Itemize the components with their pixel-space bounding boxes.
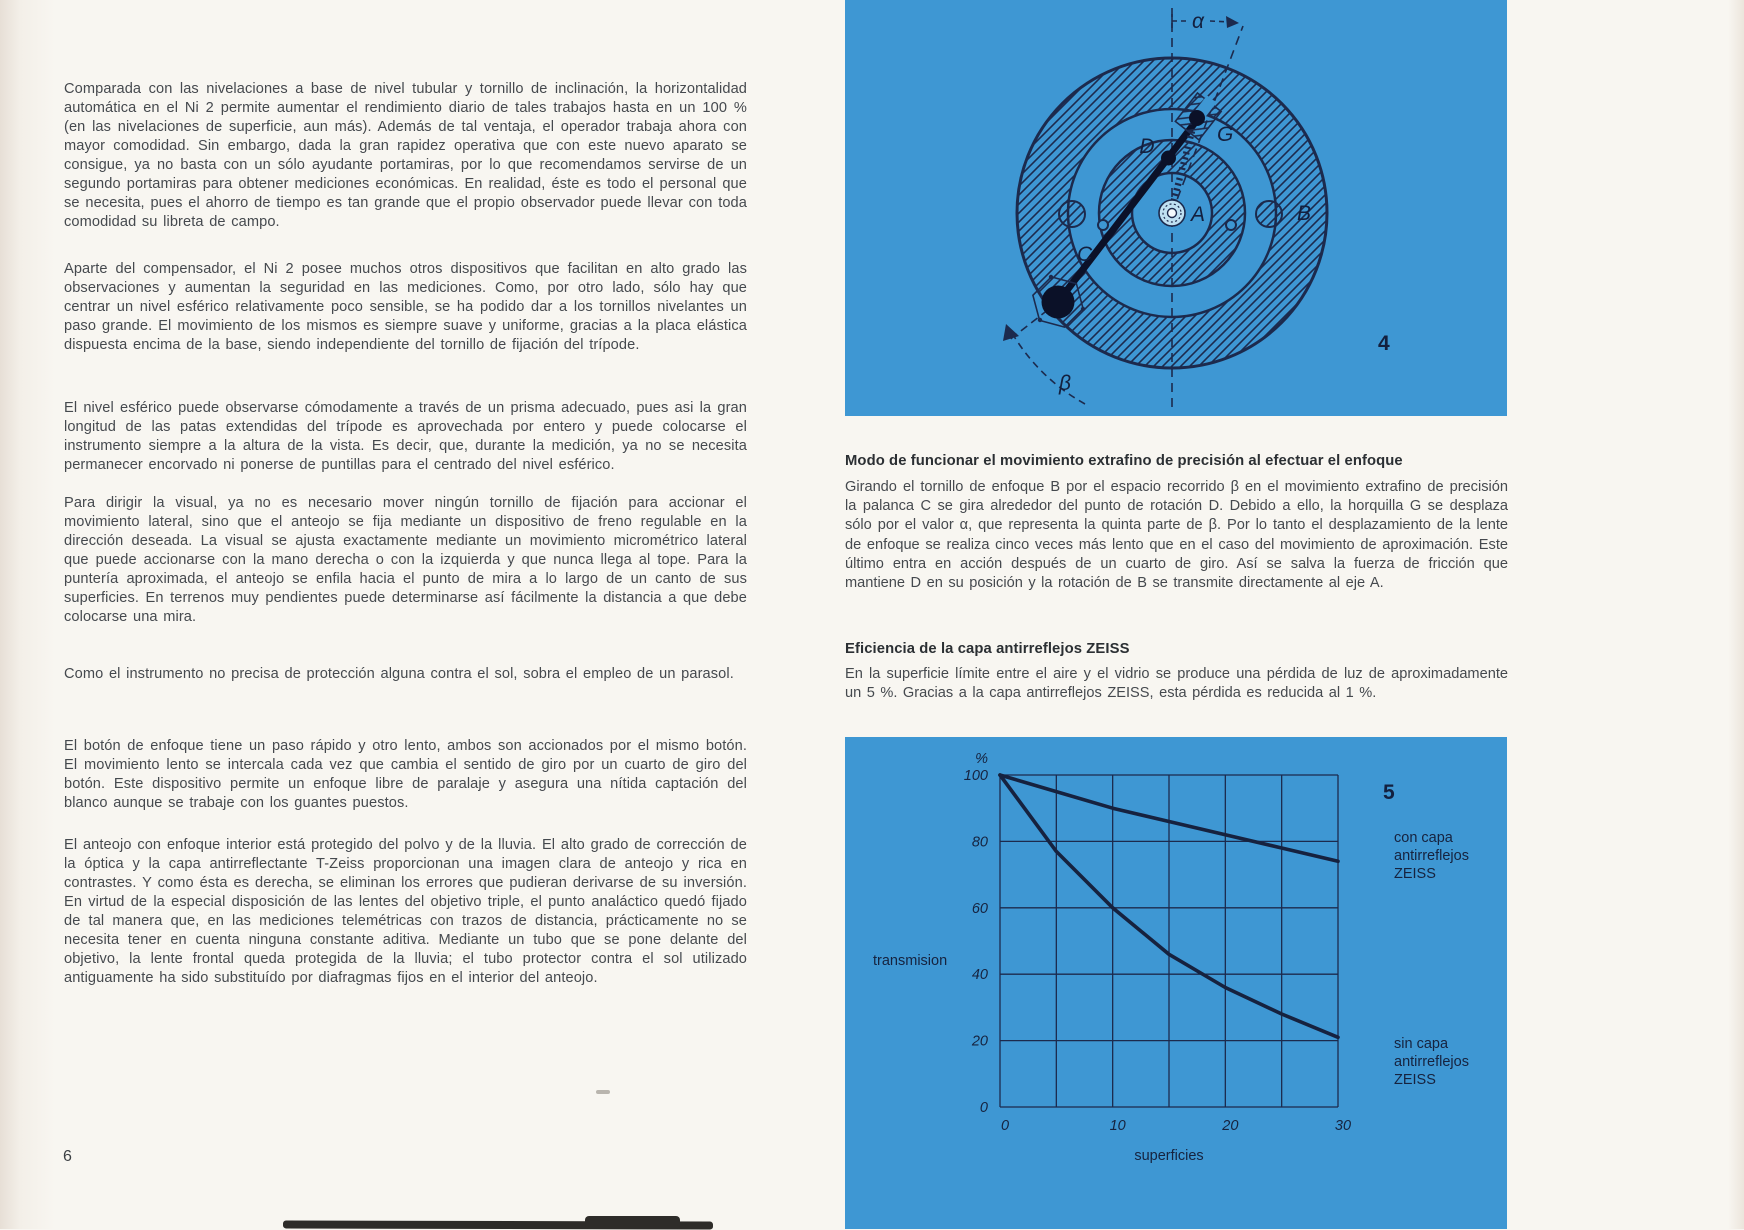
transmission-chart <box>845 737 1507 1229</box>
figure5-panel <box>845 737 1507 1229</box>
alpha-arrowhead <box>1226 16 1239 28</box>
y-tick: 0 <box>979 1100 988 1116</box>
paragraph: El botón de enfoque tiene un paso rápido y otro lento, ambos son accionados por el mismo botón. El movimiento lento se intercala cada vez que cambia el sentido de giro por un cuarto de giro del botón. Este dispositivo permite un enfoque libre de paralaje y asegura una nítida captación del blanco aunque se trabaje con los guantes puestos. <box>64 738 747 811</box>
hub-center <box>1168 209 1177 218</box>
small-hole-left <box>1098 220 1108 230</box>
label-C: C <box>1077 243 1093 266</box>
x-tick: 10 <box>1109 1118 1126 1134</box>
label-D: D <box>1139 135 1155 158</box>
x-tick: 0 <box>1000 1118 1010 1134</box>
legend-line: antirreflejos ZEISS <box>1394 1054 1469 1088</box>
mechanism-diagram <box>845 0 1507 416</box>
hex-dot <box>1049 275 1053 279</box>
pivot-blob <box>1042 286 1075 319</box>
paragraph: Comparada con las nivelaciones a base de nivel tubular y tornillo de inclinación, la horizontalidad automática en el Ni 2 permite aumentar el rendimiento diario de tales trabajos hasta en un 100 % (en las nivelaciones de superficie, aun más). Además de tal ventaja, el operador trabaja ahora con mayor comodidad. Sin embargo, dada la gran rapidez operativa que con este nuevo aparato se consigue, ya no basta con un sólo ayudante portamiras, por lo que recomendamos servirse de un segundo portamiras para obtener mediciones económicas. En realidad, éste es todo el personal que se necesita, pues el ahorro de tiempo es tan grande que el propio observador puede llevar con toda comodidad su libreta de campo. <box>64 81 747 230</box>
y-tick: 100 <box>963 768 988 784</box>
small-hole-right <box>1226 220 1236 230</box>
scan-speck <box>596 1090 610 1094</box>
scan-right-shadow <box>1728 0 1744 1229</box>
screw-symbol-left <box>1059 201 1085 227</box>
x-tick: 20 <box>1222 1118 1239 1134</box>
y-tick: 40 <box>971 967 988 984</box>
paragraph: El nivel esférico puede observarse cómodamente a través de un prisma adecuado, pues asi la gran longitud de las patas extendidas del trípode es aprovechada por entero y puede colocarse el instrumento siempre a la altura de la vista. Es decir, que, durante la medición, ya no se necesita permanecer encorvado ni ponerse de puntillas para el centrado del nivel esférico. <box>64 400 747 473</box>
page-number: 6 <box>63 1148 72 1165</box>
label-G: G <box>1217 123 1234 146</box>
legend-without-coating <box>1394 1035 1507 1089</box>
scan-artifact <box>585 1216 680 1229</box>
label-B: B <box>1297 202 1312 225</box>
x-tick: 30 <box>1334 1118 1352 1134</box>
alpha-label: α <box>1192 10 1204 33</box>
section-heading: Eficiencia de la capa antirreflejos ZEISS <box>845 641 1130 657</box>
y-axis-label: transmision <box>873 953 948 969</box>
paragraph: Como el instrumento no precisa de protección alguna contra el sol, sobra el empleo de un parasol. <box>64 666 734 682</box>
legend-line: antirreflejos ZEISS <box>1394 848 1469 882</box>
legend-line: sin capa <box>1394 1036 1449 1052</box>
fork-pin <box>1189 110 1205 126</box>
scan-left-shadow <box>0 0 60 1229</box>
y-tick: 60 <box>971 900 988 917</box>
section-body: En la superficie límite entre el aire y el vidrio se produce una pérdida de luz de aproximadamente un 5 %. Gracias a la capa antirreflejos ZEISS, esta pérdida es reducida al 1 %. <box>845 666 1508 702</box>
legend-with-coating <box>1394 829 1507 883</box>
legend-line: con capa <box>1394 830 1453 846</box>
paragraph: Aparte del compensador, el Ni 2 posee muchos otros dispositivos que facilitan en alto grado las observaciones y aumentan la seguridad en las mediciones. Como, por otro lado, sólo hay que centrar un nivel esférico relativamente poco sensible, se ha podido dar a los tornillos nivelantes un paso grande. El movimiento de los mismos es siempre suave y uniforme, gracias a la placa elástica dispuesta encima de la base, siendo independiente del tornillo de fijación del trípode. <box>64 261 747 353</box>
figure4-panel <box>845 0 1507 416</box>
y-unit: % <box>975 751 988 767</box>
label-A: A <box>1191 203 1206 226</box>
y-tick: 20 <box>971 1033 988 1050</box>
pivot-D <box>1161 151 1176 166</box>
figure5-number: 5 <box>1383 781 1395 804</box>
screw-symbol-right <box>1256 201 1282 227</box>
hex-dot <box>1081 307 1085 311</box>
paragraph: El anteojo con enfoque interior está protegido del polvo y de la lluvia. El alto grado de corrección de la óptica y la capa antirreflectante T-Zeiss proporcionan una imagen clara de anteojo y rica en contrastes. Y como ésta es derecha, se eliminan los errores que pudieran derivarse de su inversión. En virtud de la especial disposición de las lentes del objetivo triple, el punto analáctico quedó fijado de tal manera que, en las mediciones telemétricas con trazos de distancia, prácticamente no se necesita tener en cuenta ninguna constante aditiva. Mediante un tubo que se pone delante del objetivo, la lente frontal queda protegida de la lluvia; el tubo protector contra el sol utilizado antiguamente ha sido substituído por diafragmas fijos en el interior del anteojo. <box>64 837 747 986</box>
alpha-dim-line <box>1210 21 1229 22</box>
paragraph: Para dirigir la visual, ya no es necesario mover ningún tornillo de fijación para accionar el movimiento lateral, sino que el anteojo se fija mediante un dispositivo de freno regulable en la dirección deseada. La visual se ajusta exactamente mediante un movimiento micrométrico lateral que puede accionarse con la mano derecha o con la izquierda y que nunca llega al tope. Para la puntería aproximada, el anteojo se enfila hacia el punto de mira a lo largo de un canto de sus superficies. En terrenos muy pendientes puede determinarse así fácilmente la distancia a que debe colocarse una mira. <box>64 495 747 625</box>
beta-arc <box>1012 333 1085 404</box>
beta-arrowhead <box>1003 324 1019 341</box>
figure4-number: 4 <box>1378 332 1390 355</box>
section-body: Girando el tornillo de enfoque B por el espacio recorrido β en el movimiento extrafino de precisión la palanca C se gira alrededor del punto de rotación D. Debido a ello, la horquilla G se desplaza sólo por el valor α, que representa la quinta parte de β. Por lo tanto el desplazamiento de la lente de enfoque se realiza cinco veces más lento que en el caso del movimiento de aproximación. Este último entra en acción después de un cuarto de giro. Así se salva la fuerza de fricción que mantiene D en su posición y la rotación de B se transmite directamente al eje A. <box>845 479 1508 592</box>
hex-dot <box>1038 318 1042 322</box>
section-heading: Modo de funcionar el movimiento extrafino de precisión al efectuar el enfoque <box>845 453 1403 469</box>
x-axis-label: superficies <box>1134 1148 1204 1164</box>
y-tick: 80 <box>971 834 988 851</box>
beta-label: β <box>1059 372 1071 395</box>
